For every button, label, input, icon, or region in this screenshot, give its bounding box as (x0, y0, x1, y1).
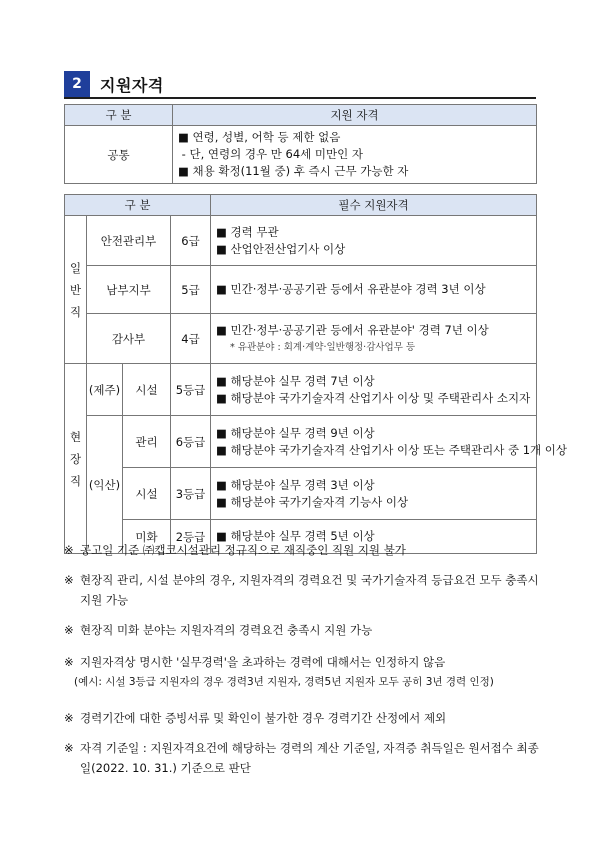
table-header-row (65, 195, 537, 216)
dept-name: 관리 (123, 416, 171, 468)
section-header (64, 71, 536, 99)
grade: 4급 (171, 314, 211, 364)
note-text: 지원자격상 명시한 '실무경력'을 초과하는 경력에 대해서는 인정하지 않음 (80, 655, 446, 669)
header-category: 구 분 (65, 105, 173, 126)
note-mark: ※ (64, 655, 74, 669)
note-mark: ※ (64, 623, 74, 637)
grade: 2등급 (171, 520, 211, 554)
section-title: 지원자격 (100, 76, 164, 95)
note-mark: ※ (64, 741, 74, 755)
note-item (64, 708, 544, 728)
note-text: 현장직 미화 분야는 지원자격의 경력요건 충족시 지원 가능 (80, 623, 373, 637)
dept-name: 감사부 (87, 314, 171, 364)
site-name: (제주) (87, 364, 123, 416)
table-row (65, 216, 537, 266)
table-row (65, 266, 537, 314)
requirements: ■ 해당분야 실무 경력 9년 이상 ■ 해당분야 국가기술자격 산업기사 이상 또는 주택관리사 중 1개 이상 (211, 416, 537, 468)
note-item (64, 652, 544, 692)
dept-name: 남부지부 (87, 266, 171, 314)
group-field-label: 현 장 직 (65, 364, 87, 554)
header-qualification: 지원 자격 (173, 105, 537, 126)
requirements: ■ 민간·정부·공공기관 등에서 유관분야 경력 3년 이상 (211, 266, 537, 314)
group-general-label: 일 반 직 (65, 216, 87, 364)
common-requirements (173, 126, 537, 184)
grade: 6등급 (171, 416, 211, 468)
note-text: 공고일 기준 ㈜캡코시설관리 정규직으로 재직중인 직원 지원 불가 (80, 543, 406, 557)
site-name: (익산) (87, 416, 123, 554)
header-category: 구 분 (65, 195, 211, 216)
grade: 3등급 (171, 468, 211, 520)
dept-name: 시설 (123, 468, 171, 520)
requirements: ■ 해당분야 실무 경력 7년 이상 ■ 해당분야 국가기술자격 산업기사 이상 및 주택관리사 소지자 (211, 364, 537, 416)
requirements: ■ 해당분야 실무 경력 5년 이상 (211, 520, 537, 554)
note-text: 자격 기준일 : 지원자격요건에 해당하는 경력의 계산 기준일, 자격증 취득일은 원서접수 최종일(2022. 10. 31.) 기준으로 판단 (80, 741, 539, 775)
grade: 6급 (171, 216, 211, 266)
note-item (64, 620, 544, 640)
dept-name: 시설 (123, 364, 171, 416)
requirement-line: ■ 채용 확정(11월 중) 후 즉시 근무 가능한 자 (178, 164, 409, 178)
note-mark: ※ (64, 711, 74, 725)
requirement-line: ■ 연령, 성별, 어학 등 제한 없음 (178, 130, 341, 144)
header-required: 필수 지원자격 (211, 195, 537, 216)
requirement-line: - 단, 연령의 경우 만 64세 미만인 자 (178, 147, 363, 161)
table-row (65, 364, 537, 416)
row-label-common: 공통 (65, 126, 173, 184)
note-text: 경력기간에 대한 증빙서류 및 확인이 불가한 경우 경력기간 산정에서 제외 (80, 711, 447, 725)
dept-name: 안전관리부 (87, 216, 171, 266)
note-text: 현장직 관리, 시설 분야의 경우, 지원자격의 경력요건 및 국가기술자격 등급요건 모두 충족시 지원 가능 (80, 573, 539, 607)
requirements: ■ 해당분야 실무 경력 3년 이상 ■ 해당분야 국가기술자격 기능사 이상 (211, 468, 537, 520)
table-row (65, 468, 537, 520)
note-item (64, 540, 544, 560)
section-number: 2 (64, 71, 90, 97)
common-qualification-table (64, 104, 537, 184)
requirements: ■ 민간·정부·공공기관 등에서 유관분야' 경력 7년 이상 * 유관분야 : 회계·계약·일반행정·감사업무 등 (211, 314, 537, 364)
dept-name: 미화 (123, 520, 171, 554)
table-row (65, 416, 537, 468)
note-item (64, 570, 544, 610)
grade: 5등급 (171, 364, 211, 416)
table-header-row (65, 105, 537, 126)
table-row (65, 126, 537, 184)
note-text: * 유관분야 : 회계·계약·일반행정·감사업무 등 (230, 341, 416, 353)
required-qualification-table (64, 194, 568, 554)
note-item (64, 738, 544, 778)
note-mark: ※ (64, 543, 74, 557)
note-example: (예시: 시설 3등급 지원자의 경우 경력3년 지원자, 경력5년 지원자 모두 공히 3년 경력 인정) (74, 676, 494, 688)
requirements: ■ 경력 무관 ■ 산업안전산업기사 이상 (211, 216, 537, 266)
note-mark: ※ (64, 573, 74, 587)
table-row (65, 314, 537, 364)
grade: 5급 (171, 266, 211, 314)
